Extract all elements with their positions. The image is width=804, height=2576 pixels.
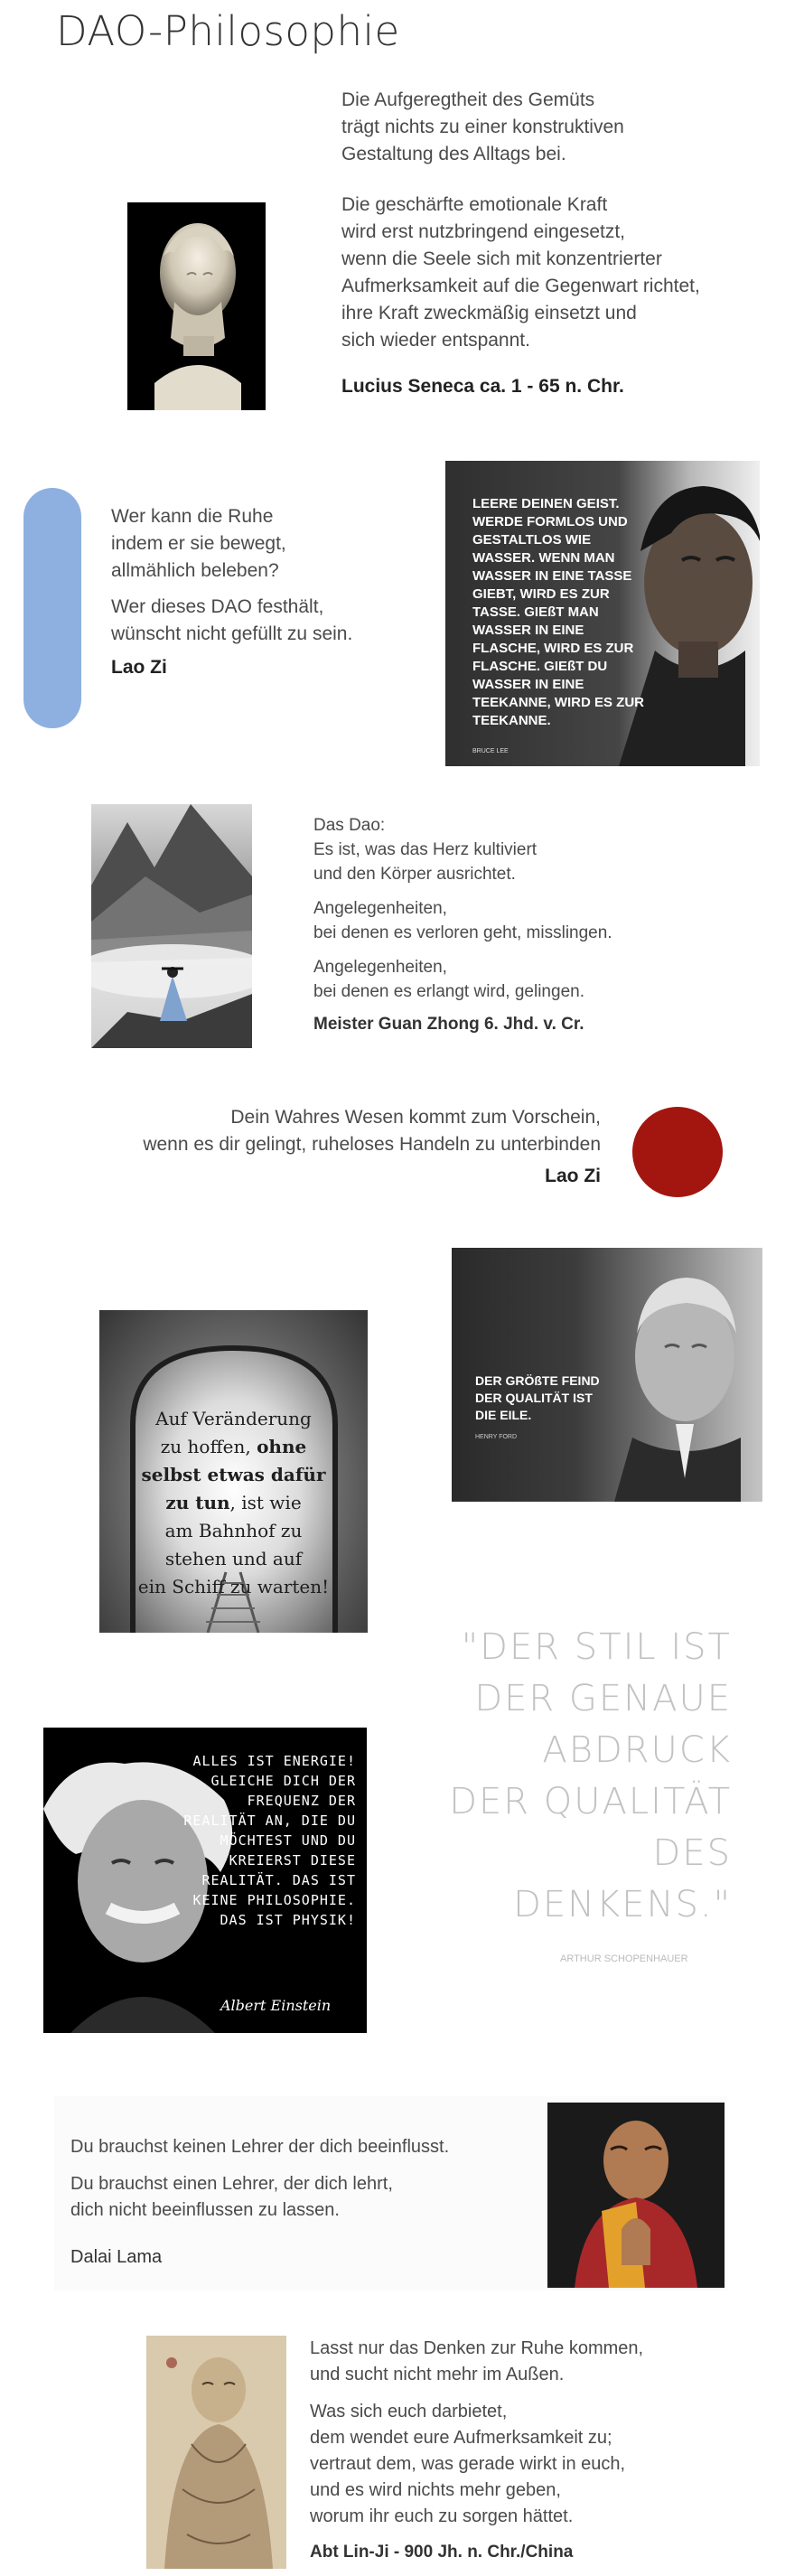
bruce-lee-quote-image: [445, 461, 760, 766]
seneca-paragraph-1: Die Aufgeregtheit des Gemüts trägt nichts zu einer konstruktiven Gestaltung des Alltags bei.: [341, 89, 624, 164]
guan-zhong-paragraph-2: Angelegenheiten, bei denen es verloren geht, misslingen.: [313, 899, 612, 942]
lin-ji-paragraph-1: Lasst nur das Denken zur Ruhe kommen, und sucht nicht mehr im Außen.: [310, 2338, 644, 2384]
bruce-lee-credit: BRUCE LEE: [472, 748, 509, 754]
guan-zhong-paragraph-1: Das Dao: Es ist, was das Herz kultiviert und den Körper ausrichtet.: [313, 816, 538, 884]
mountain-wanderer-image: [91, 804, 252, 1048]
laozi-author: Lao Zi: [111, 657, 167, 678]
guan-zhong-paragraph-3: Angelegenheiten, bei denen es erlangt wird, gelingen.: [313, 958, 584, 1001]
seneca-paragraph-2: Die geschärfte emotionale Kraft wird erst nutzbringend eingesetzt, wenn die Seele sich mit konzentrierter Aufmerksamkeit auf die Gegenwart richtet, ihre Kraft zweckmäßig einsetzt und sich wieder entspannt.: [341, 194, 700, 351]
laozi-paragraph-1: Wer kann die Ruhe indem er sie bewegt, allmählich beleben?: [111, 506, 286, 581]
tunnel-quote-text: Auf Veränderung zu hoffen, ohne selbst etwas dafür zu tun, ist wie am Bahnhof zu stehen und auf ein Schiff zu warten!: [137, 1408, 330, 1597]
lin-ji-author: Abt Lin-Ji - 900 Jh. n. Chr./China: [310, 2543, 574, 2562]
laozi2-author: Lao Zi: [545, 1166, 601, 1186]
schopenhauer-quote: "DER STIL IST DER GENAUE ABDRUCK DER QUALITÄT DES DENKENS.": [449, 1626, 732, 1925]
einstein-quote-text: ALLES IST ENERGIE! GLEICHE DICH DER FREQUENZ DER REALITÄT AN, DIE DU MÖCHTEST UND DU KREIERST DIESE REALITÄT. DAS IST KEINE PHILOSOPHIE. DAS IST PHYSIK!: [183, 1753, 356, 1928]
bruce-lee-quote-text: LEERE DEINEN GEIST. WERDE FORMLOS UND GESTALTLOS WIE WASSER. WENN MAN WASSER IN EINE TASSE GIEBT, WIRD ES ZUR TASSE. GIEßT MAN WASSER IN EINE FLASCHE, WIRD ES ZUR FLASCHE. GIEßT DU WASSER IN EINE TEEKANNE, WIRD ES ZUR TEEKANNE.: [472, 496, 645, 728]
tunnel-quote-image: [99, 1310, 368, 1633]
page-title: DAO-Philosophie: [56, 7, 400, 55]
red-circle: [632, 1107, 723, 1197]
henry-ford-quote-image: [452, 1248, 762, 1502]
ford-credit: HENRY FORD: [475, 1434, 518, 1440]
dalai-paragraph-2: Du brauchst einen Lehrer, der dich lehrt, dich nicht beeinflussen zu lassen.: [70, 2174, 393, 2220]
dalai-paragraph-1: Du brauchst keinen Lehrer der dich beeinflusst.: [70, 2137, 450, 2157]
blue-accent-bar: [23, 488, 81, 728]
einstein-quote-image: [43, 1728, 367, 2033]
dalai-author: Dalai Lama: [70, 2247, 163, 2267]
guan-zhong-author: Meister Guan Zhong 6. Jhd. v. Cr.: [313, 1015, 584, 1034]
lin-ji-portrait-image: [146, 2336, 286, 2569]
schopenhauer-credit: ARTHUR SCHOPENHAUER: [560, 1953, 688, 1964]
einstein-signature: Albert Einstein: [220, 1997, 332, 2014]
seneca-bust-image: [127, 202, 266, 410]
seneca-author: Lucius Seneca ca. 1 - 65 n. Chr.: [341, 376, 624, 397]
laozi-paragraph-2: Wer dieses DAO festhält, wünscht nicht gefüllt zu sein.: [111, 596, 353, 644]
ford-quote-text: DER GRÖßTE FEIND DER QUALITÄT IST DIE EILE.: [475, 1373, 600, 1422]
dalai-lama-image: [547, 2103, 725, 2288]
lin-ji-paragraph-2: Was sich euch darbietet, dem wendet eure Aufmerksamkeit zu; vertraut dem, was gerade wirkt in euch, und es wird nichts mehr geben, worum ihr euch zu sorgen hättet.: [310, 2402, 626, 2526]
laozi2-quote: Dein Wahres Wesen kommt zum Vorschein, wenn es dir gelingt, ruheloses Handeln zu unterbinden: [143, 1107, 601, 1155]
